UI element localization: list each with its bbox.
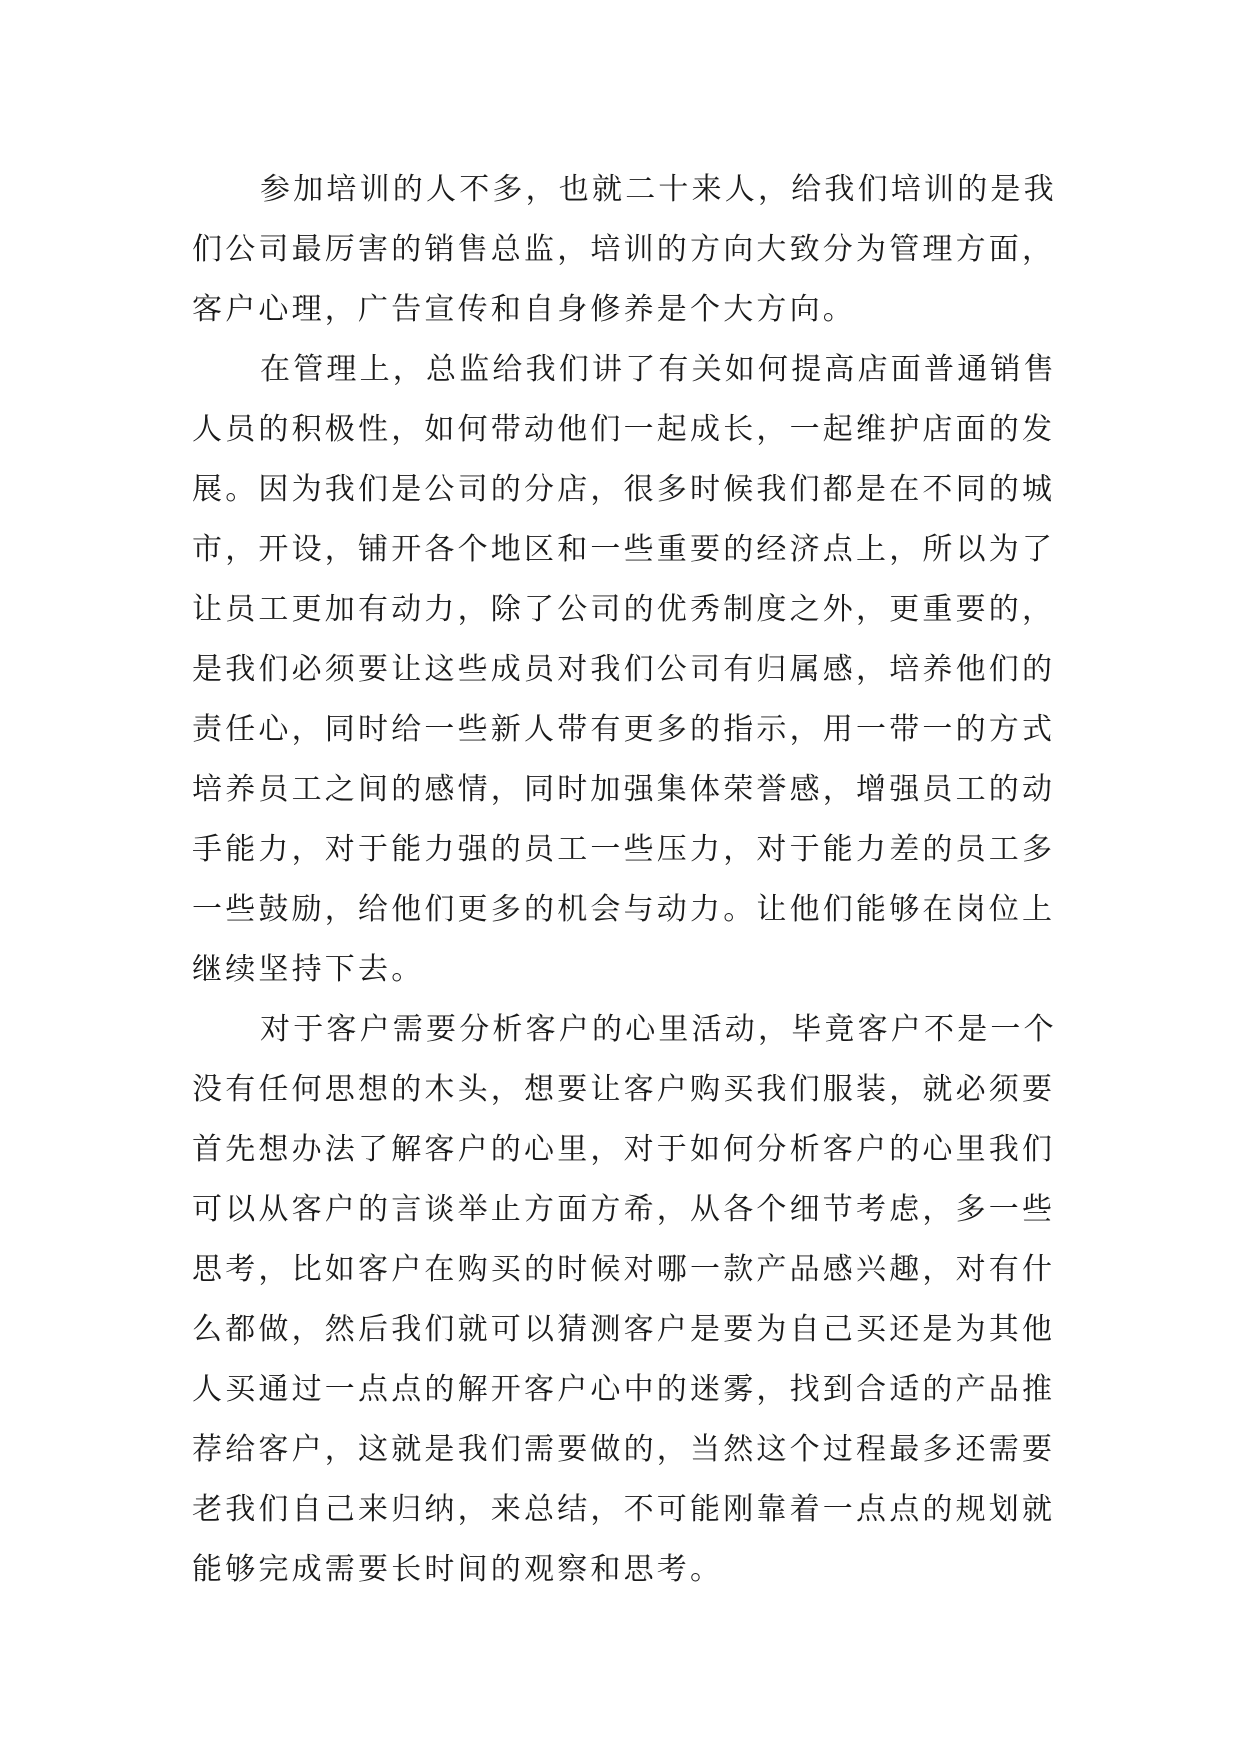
- text-line: 市，开设，铺开各个地区和一些重要的经济点上，所以为了: [192, 532, 1056, 567]
- text-line: 在管理上，总监给我们讲了有关如何提高店面普通销售: [260, 352, 1057, 387]
- text-line: 人买通过一点点的解开客户心中的迷雾，找到合适的产品推: [192, 1372, 1056, 1407]
- text-line: 继续坚持下去。: [192, 952, 425, 987]
- text-line: 首先想办法了解客户的心里，对于如何分析客户的心里我们: [192, 1132, 1056, 1167]
- text-line: 么都做，然后我们就可以猜测客户是要为自己买还是为其他: [192, 1312, 1056, 1347]
- text-line: 思考，比如客户在购买的时候对哪一款产品感兴趣，对有什: [192, 1252, 1056, 1287]
- paragraph: [192, 340, 1062, 1000]
- text-line: 展。因为我们是公司的分店，很多时候我们都是在不同的城: [192, 472, 1056, 507]
- body-text: [192, 160, 1062, 1600]
- text-line: 可以从客户的言谈举止方面方希，从各个细节考虑，多一些: [192, 1192, 1056, 1227]
- paragraph: [192, 1000, 1062, 1600]
- text-line: 让员工更加有动力，除了公司的优秀制度之外，更重要的，: [192, 592, 1056, 627]
- text-line: 荐给客户，这就是我们需要做的，当然这个过程最多还需要: [192, 1432, 1056, 1467]
- text-line: 客户心理，广告宣传和自身修养是个大方向。: [192, 292, 856, 327]
- text-line: 老我们自己来归纳，来总结，不可能刚靠着一点点的规划就: [192, 1492, 1056, 1527]
- text-line: 是我们必须要让这些成员对我们公司有归属感，培养他们的: [192, 652, 1056, 687]
- text-line: 参加培训的人不多，也就二十来人，给我们培训的是我: [260, 172, 1057, 207]
- text-line: 没有任何思想的木头，想要让客户购买我们服装，就必须要: [192, 1072, 1056, 1107]
- text-line: 对于客户需要分析客户的心里活动，毕竟客户不是一个: [260, 1012, 1057, 1047]
- paragraph: [192, 160, 1062, 340]
- text-line: 人员的积极性，如何带动他们一起成长，一起维护店面的发: [192, 412, 1056, 447]
- text-line: 责任心，同时给一些新人带有更多的指示，用一带一的方式: [192, 712, 1056, 747]
- text-line: 培养员工之间的感情，同时加强集体荣誉感，增强员工的动: [192, 772, 1056, 807]
- text-line: 能够完成需要长时间的观察和思考。: [192, 1552, 724, 1587]
- text-line: 手能力，对于能力强的员工一些压力，对于能力差的员工多: [192, 832, 1056, 867]
- text-line: 一些鼓励，给他们更多的机会与动力。让他们能够在岗位上: [192, 892, 1056, 927]
- text-line: 们公司最厉害的销售总监，培训的方向大致分为管理方面，: [192, 232, 1056, 267]
